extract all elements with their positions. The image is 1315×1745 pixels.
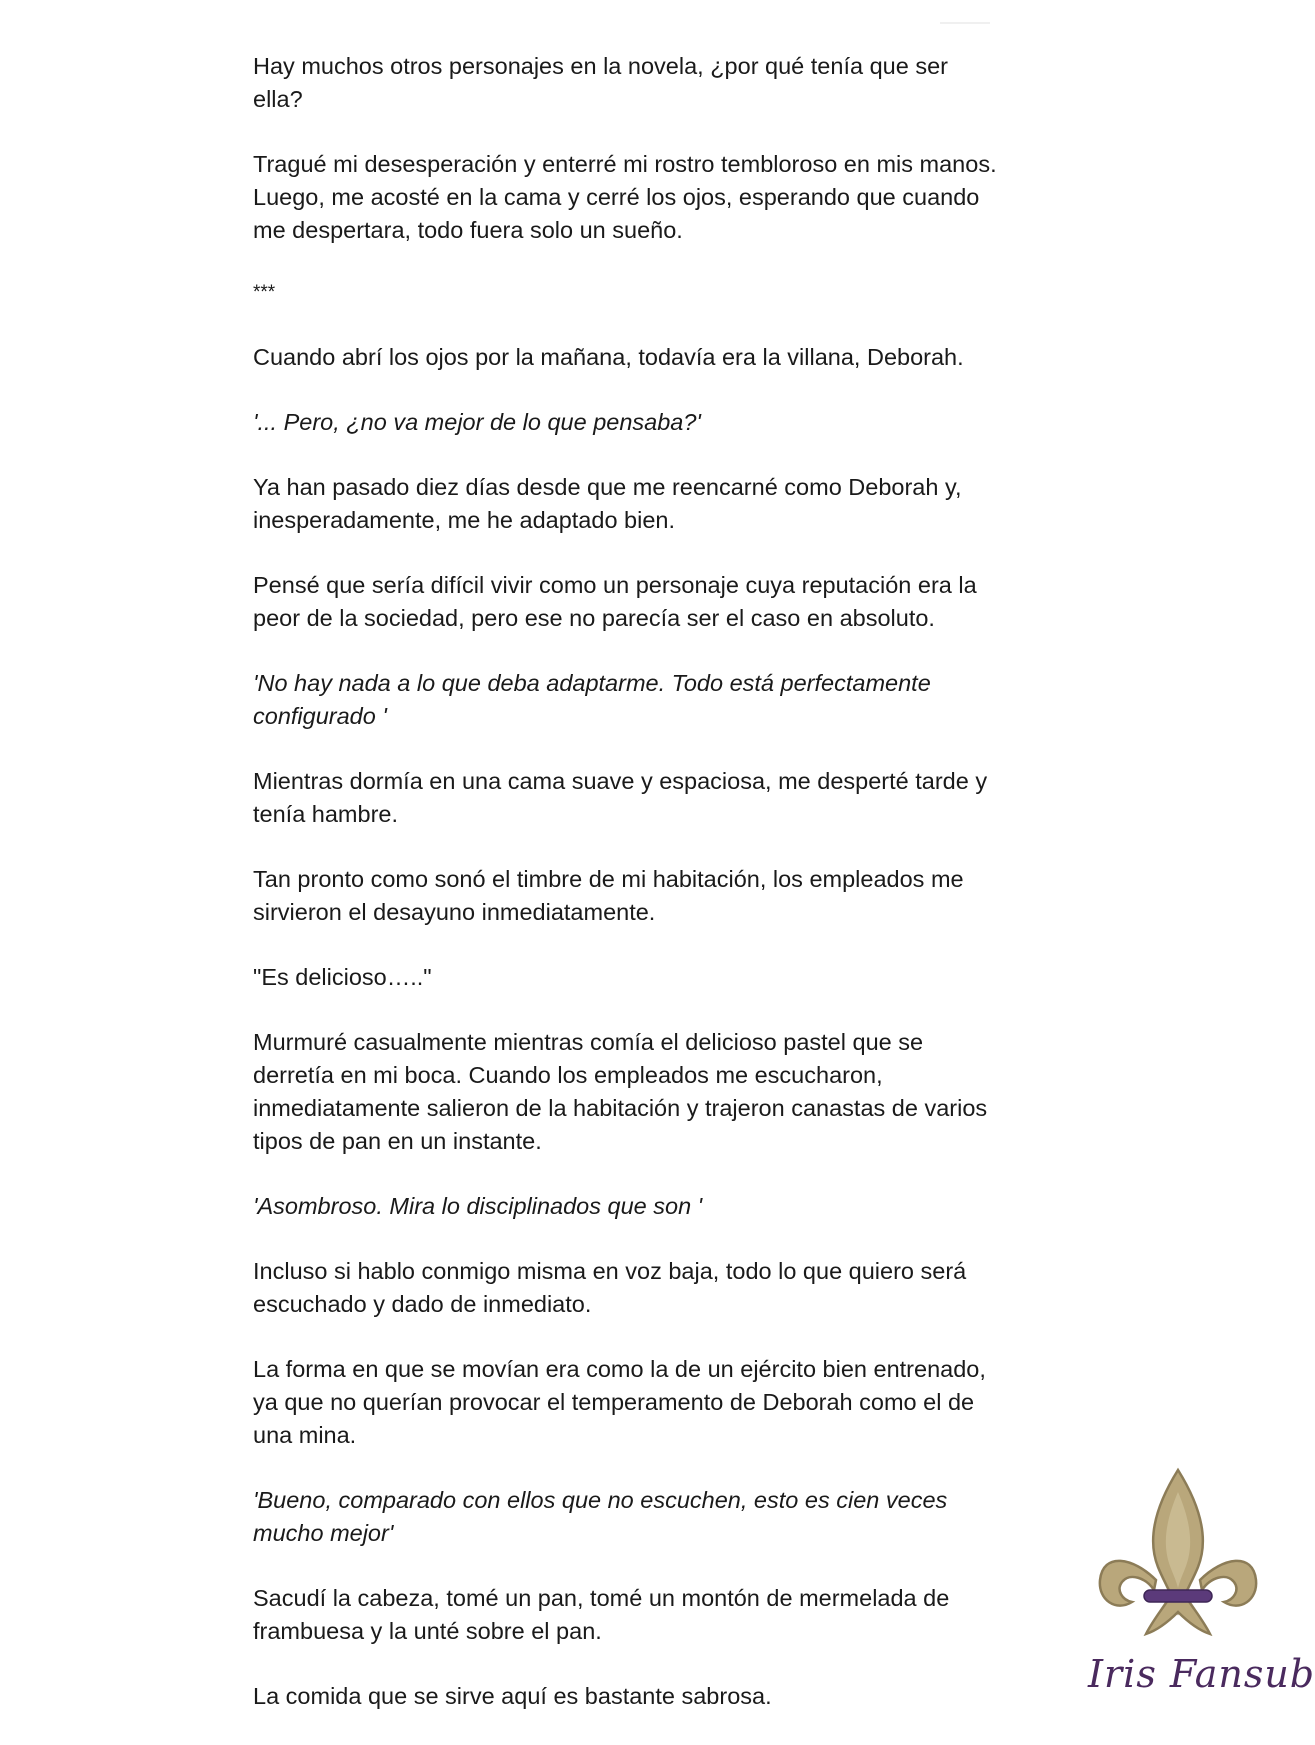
section-separator: *** — [253, 282, 276, 303]
fleur-de-lis-icon — [1088, 1462, 1268, 1652]
paragraph: Tragué mi desesperación y enterré mi rostro tembloroso en mis manos. Luego, me acosté en la cama y cerré los ojos, esperando que cuando me despertara, todo fuera solo un sueño. — [253, 151, 997, 243]
paragraph: 'Bueno, comparado con ellos que no escuchen, esto es cien veces mucho mejor' — [253, 1487, 948, 1546]
paragraph: Cuando abrí los ojos por la mañana, todavía era la villana, Deborah. — [253, 344, 964, 370]
paragraph: Hay muchos otros personajes en la novela, ¿por qué tenía que ser ella? — [253, 53, 948, 112]
paragraph: Murmuré casualmente mientras comía el delicioso pastel que se derretía en mi boca. Cuando los empleados me escucharon, inmediatamente salieron de la habitación y trajeron canastas de varios tipos de pan en un instante. — [253, 1029, 988, 1154]
document-body — [253, 50, 1053, 1745]
paragraph: La forma en que se movían era como la de un ejército bien entrenado, ya que no querían provocar el temperamento de Deborah como el de una mina. — [253, 1356, 986, 1448]
top-divider-mark — [940, 22, 990, 24]
paragraph: Mientras dormía en una cama suave y espaciosa, me desperté tarde y tenía hambre. — [253, 768, 988, 827]
paragraph: La comida que se sirve aquí es bastante sabrosa. — [253, 1683, 772, 1709]
paragraph: Sacudí la cabeza, tomé un pan, tomé un montón de mermelada de frambuesa y la unté sobre el pan. — [253, 1585, 950, 1644]
paragraph: "Es delicioso….." — [253, 964, 432, 990]
watermark-logo — [1088, 1462, 1315, 1702]
paragraph: '... Pero, ¿no va mejor de lo que pensaba?' — [253, 409, 701, 435]
paragraph: Incluso si hablo conmigo misma en voz baja, todo lo que quiero será escuchado y dado de inmediato. — [253, 1258, 967, 1317]
paragraph: Tan pronto como sonó el timbre de mi habitación, los empleados me sirvieron el desayuno inmediatamente. — [253, 866, 964, 925]
paragraph: Ya han pasado diez días desde que me reencarné como Deborah y, inesperadamente, me he adaptado bien. — [253, 474, 962, 533]
paragraph: Pensé que sería difícil vivir como un personaje cuya reputación era la peor de la sociedad, pero ese no parecía ser el caso en absoluto. — [253, 572, 977, 631]
paragraph: 'No hay nada a lo que deba adaptarme. Todo está perfectamente configurado ' — [253, 670, 931, 729]
watermark-text: Iris Fansub — [1088, 1652, 1315, 1696]
paragraph: 'Asombroso. Mira lo disciplinados que son ' — [253, 1193, 703, 1219]
